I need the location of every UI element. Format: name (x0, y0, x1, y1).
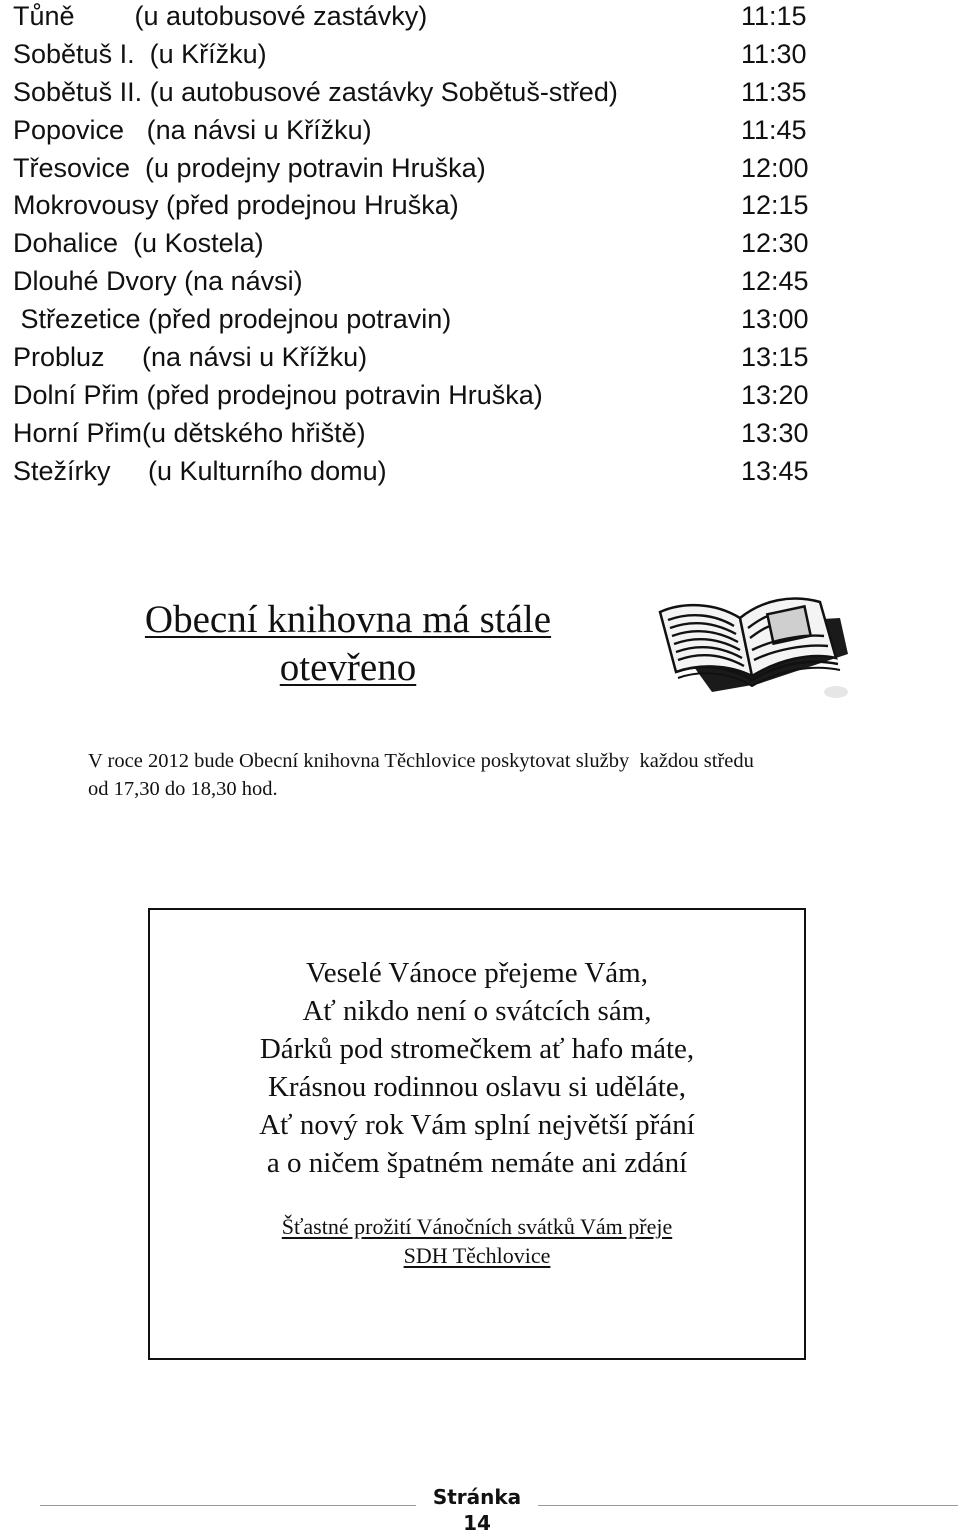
stop-time: 12:00 (741, 152, 809, 183)
stop-time: 13:30 (741, 417, 809, 448)
poem-line: Dárků pod stromečkem ať hafo máte, (259, 1033, 695, 1065)
signature-line2: SDH Těchlovice (403, 1243, 551, 1268)
footer-divider-right (538, 1505, 958, 1506)
schedule-row (13, 455, 833, 493)
stop-name: Stežírky (u Kulturního domu) (13, 455, 387, 486)
christmas-poem (150, 954, 804, 1182)
schedule-row (13, 303, 833, 341)
stop-time: 13:20 (741, 379, 809, 410)
schedule-row (13, 38, 833, 76)
page-number-value: 14 (463, 1511, 491, 1535)
stop-time: 13:15 (741, 342, 809, 373)
schedule-row (13, 114, 833, 152)
schedule-row (13, 265, 833, 303)
library-note (88, 747, 908, 803)
library-heading-line1: Obecní knihovna má stále (144, 598, 552, 641)
stop-time: 11:45 (741, 114, 807, 145)
stop-time: 11:30 (741, 38, 807, 69)
stop-time: 12:30 (741, 228, 809, 259)
stop-name: Třesovice (u prodejny potravin Hruška) (13, 152, 486, 183)
stop-name: Střezetice (před prodejnou potravin) (13, 304, 452, 335)
stop-name: Dolní Přim (před prodejnou potravin Hruška) (13, 379, 543, 410)
library-heading (130, 596, 566, 692)
poem-line: Krásnou rodinnou oslavu si uděláte, (267, 1071, 686, 1103)
stop-name: Horní Přim(u dětského hřiště) (13, 417, 366, 448)
stop-time: 11:35 (741, 76, 807, 107)
christmas-greeting-box (148, 908, 806, 1360)
schedule-row (13, 152, 833, 190)
stop-time: 11:15 (741, 1, 807, 31)
poem-line: Veselé Vánoce přejeme Vám, (306, 957, 648, 989)
stop-name: Mokrovousy (před prodejnou Hruška) (13, 190, 459, 221)
stop-time: 12:15 (741, 190, 809, 221)
stop-time: 12:45 (741, 266, 809, 297)
stop-name: Sobětuš II. (u autobusové zastávky Sobětuš-střed) (13, 76, 618, 107)
stop-name: Dohalice (u Kostela) (13, 228, 264, 259)
signature-line1: Šťastné prožití Vánočních svátků Vám přeje (281, 1214, 673, 1239)
schedule-row (13, 189, 833, 227)
schedule-row (13, 379, 833, 417)
schedule-row (13, 227, 833, 265)
footer-divider-left (40, 1505, 416, 1506)
stop-time: 13:45 (741, 455, 809, 486)
bus-schedule (13, 0, 833, 493)
stop-name: Sobětuš I. (u Křížku) (13, 38, 267, 69)
greeting-signature (150, 1212, 804, 1270)
stop-time: 13:00 (741, 304, 809, 335)
stop-name: Tůně (u autobusové zastávky) (13, 1, 428, 31)
schedule-row (13, 0, 833, 38)
open-book-icon (652, 588, 852, 706)
library-note-line2: od 17,30 do 18,30 hod. (88, 778, 278, 800)
schedule-row (13, 417, 833, 455)
poem-line: a o ničem špatném nemáte ani zdání (266, 1147, 688, 1179)
stop-name: Probluz (na návsi u Křížku) (13, 342, 368, 373)
page-label: Stránka (432, 1485, 522, 1509)
library-note-line1: V roce 2012 bude Obecní knihovna Těchlovice poskytovat služby každou středu (88, 750, 754, 772)
schedule-row (13, 341, 833, 379)
stop-name: Dlouhé Dvory (na návsi) (13, 266, 303, 297)
poem-line: Ať nový rok Vám splní největší přání (259, 1109, 695, 1141)
schedule-row (13, 76, 833, 114)
library-heading-line2: otevřeno (279, 646, 417, 689)
page-number (416, 1484, 538, 1536)
poem-line: Ať nikdo není o svátcích sám, (302, 995, 652, 1027)
stop-name: Popovice (na návsi u Křížku) (13, 114, 372, 145)
